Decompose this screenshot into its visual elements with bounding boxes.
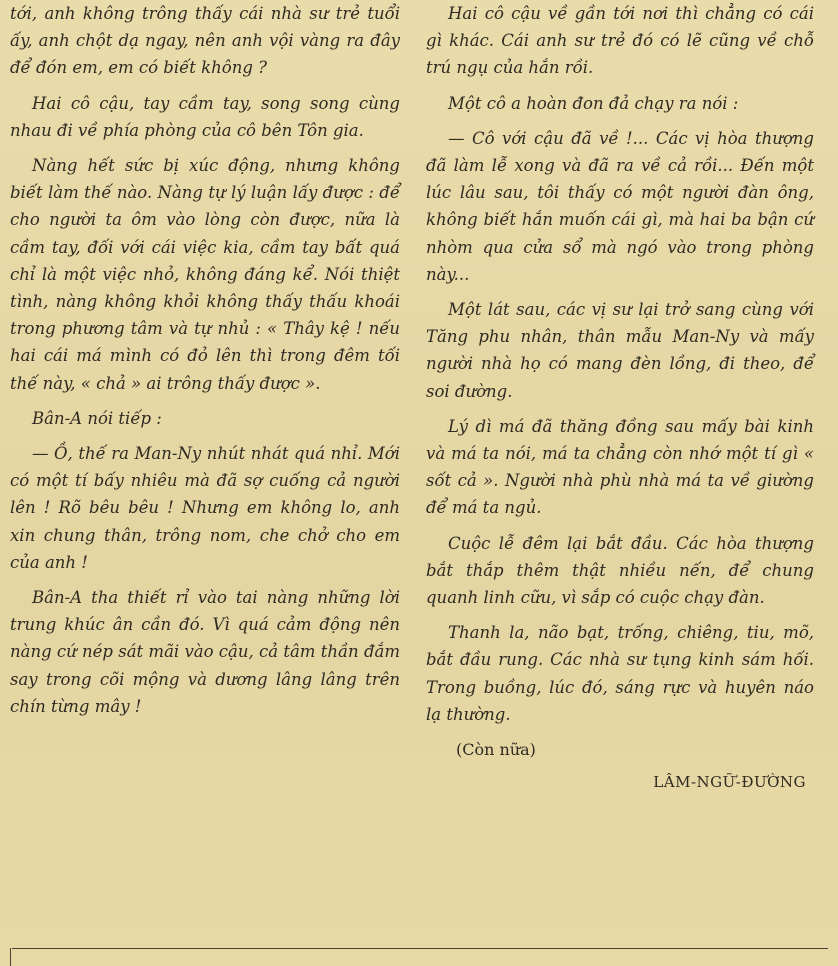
paragraph: Hai cô cậu về gần tới nơi thì chẳng có cái gì khác. Cái anh sư trẻ đó có lẽ cũng về chỗ trú ngụ của hắn rồi.: [426, 4, 814, 78]
paragraph: tới, anh không trông thấy cái nhà sư trẻ tuổi ấy, anh chột dạ ngay, nên anh vội vàng ra đây để đón em, em có biết không ?: [10, 4, 400, 78]
continuation-note: (Còn nữa): [456, 740, 536, 760]
right-column: [426, 0, 814, 796]
author-signature: LÂM-NGỮ-ĐƯỜNG: [653, 773, 806, 792]
bottom-box-edge: [10, 948, 21, 966]
paragraph: Hai cô cậu, tay cầm tay, song song cùng nhau đi về phía phòng của cô bên Tôn gia.: [10, 93, 400, 140]
paragraph: Một lát sau, các vị sư lại trở sang cùng với Tăng phu nhân, thân mẫu Man-Ny và mấy người nhà họ có mang đèn lồng, đi theo, để soi đường.: [426, 300, 814, 401]
paragraph: — Ồ, thế ra Man-Ny nhút nhát quá nhỉ. Mới có một tí bấy nhiêu mà đã sợ cuống cả người lên ! Rõ bêu bêu ! Nhưng em không lo, anh xin chung thân, trông nom, che chở cho em của anh !: [10, 444, 400, 572]
paragraph: Bân-A tha thiết rỉ vào tai nàng những lời trung khúc ân cần đó. Vì quá cảm động nên nàng cứ nép sát mãi vào cậu, cả tâm thần đắm say trong cõi mộng và dương lâng lâng trên chín từng mây !: [10, 588, 400, 716]
paragraph: Thanh la, não bạt, trống, chiêng, tiu, mõ, bắt đầu rung. Các nhà sư tụng kinh sám hối. Trong buồng, lúc đó, sáng rực và huyên náo lạ thường.: [426, 623, 814, 724]
paragraph: Cuộc lễ đêm lại bắt đầu. Các hòa thượng bắt thắp thêm thật nhiều nến, để chung quanh linh cữu, vì sắp có cuộc chạy đàn.: [426, 533, 814, 608]
bottom-divider: [12, 948, 828, 949]
paragraph: — Cô với cậu đã về !... Các vị hòa thượng đã làm lễ xong và đã ra về cả rồi... Đến một lúc lâu sau, tôi thấy có một người đàn ông, không biết hắn muốn cái gì, mà hai ba bận cứ nhòm qua cửa sổ mà ngó vào trong phòng này...: [426, 128, 814, 284]
left-column: [10, 0, 400, 728]
paragraph: Lý dì má đã thăng đồng sau mấy bài kinh và má ta nói, má ta chẳng còn nhớ một tí gì « sốt cả ». Người nhà phù nhà má ta về giường để má ta ngủ.: [426, 416, 814, 518]
paragraph: Một cô a hoàn đon đả chạy ra nói :: [448, 93, 739, 113]
paragraph: Bân-A nói tiếp :: [32, 408, 162, 428]
paragraph: Nàng hết sức bị xúc động, nhưng không biết làm thế nào. Nàng tự lý luận lấy được : để cho người ta ôm vào lòng còn được, nữa là cầm tay, đối với cái việc kia, cầm tay bất quá chỉ là một việc nhỏ, không đáng kể. Nói thiệt tình, nàng không khỏi không thấy thấu khoái trong phương tâm và tự nhủ : « Thây kệ ! nếu hai cái má mình có đỏ lên thì trong đêm tối thế này, « chả » ai trông thấy được ».: [10, 156, 400, 393]
